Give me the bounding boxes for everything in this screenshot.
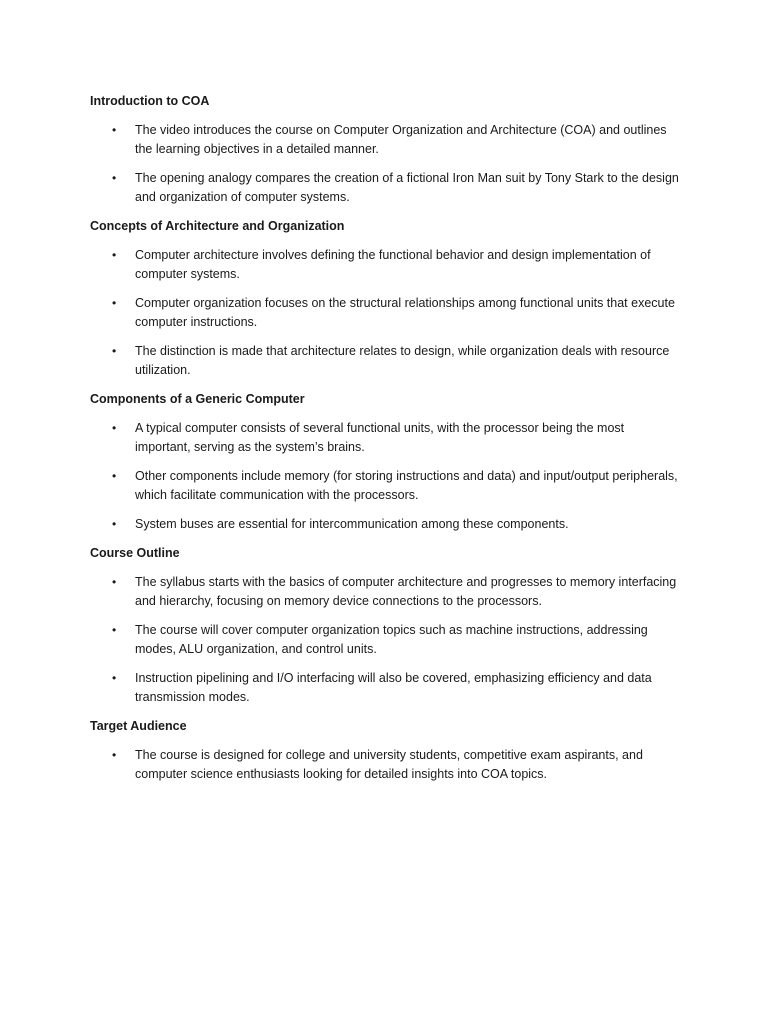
bullet-icon: • [112,469,117,483]
bullet-text: A typical computer consists of several functional units, with the processor being the most important, serving as the system’s brains. [135,421,625,454]
section-heading: Components of a Generic Computer [90,392,305,406]
bullet-item [90,621,680,659]
bullet-text: The course is designed for college and university students, competitive exam aspirants, and computer science enthusiasts looking for detailed insights into COA topics. [135,748,643,781]
bullet-text: Computer architecture involves defining the functional behavior and design implementation of computer systems. [135,248,651,281]
section-heading: Concepts of Architecture and Organization [90,219,345,233]
bullet-icon: • [112,517,117,531]
section-heading: Introduction to COA [90,94,210,108]
bullet-list [90,419,680,534]
bullet-text: The video introduces the course on Computer Organization and Architecture (COA) and outlines the learning objectives in a detailed manner. [135,123,667,156]
section-course-outline [90,544,680,707]
document-content [90,92,680,794]
bullet-item [90,573,680,611]
section-concepts [90,217,680,380]
bullet-item [90,246,680,284]
bullet-item [90,419,680,457]
bullet-icon: • [112,296,117,310]
section-components [90,390,680,534]
bullet-text: Instruction pipelining and I/O interfacing will also be covered, emphasizing efficiency and data transmission modes. [135,671,652,704]
bullet-text: The course will cover computer organization topics such as machine instructions, addressing modes, ALU organization, and control units. [135,623,648,656]
bullet-icon: • [112,575,117,589]
bullet-item [90,746,680,784]
bullet-list [90,246,680,380]
bullet-item [90,515,680,534]
bullet-text: The syllabus starts with the basics of computer architecture and progresses to memory interfacing and hierarchy, focusing on memory device connections to the processors. [135,575,677,608]
section-introduction [90,92,680,207]
bullet-icon: • [112,748,117,762]
bullet-icon: • [112,344,117,358]
bullet-icon: • [112,248,117,262]
bullet-item [90,467,680,505]
bullet-icon: • [112,671,117,685]
bullet-text: The opening analogy compares the creation of a fictional Iron Man suit by Tony Stark to the design and organization of computer systems. [135,171,679,204]
bullet-text: Computer organization focuses on the structural relationships among functional units that execute computer instructions. [135,296,675,329]
bullet-icon: • [112,171,117,185]
section-target-audience [90,717,680,784]
bullet-icon: • [112,421,117,435]
bullet-text: The distinction is made that architecture relates to design, while organization deals with resource utilization. [135,344,670,377]
section-heading: Target Audience [90,719,187,733]
bullet-item [90,669,680,707]
bullet-list [90,121,680,207]
bullet-text: Other components include memory (for storing instructions and data) and input/output peripherals, which facilitate communication with the processors. [135,469,678,502]
section-heading: Course Outline [90,546,180,560]
bullet-item [90,169,680,207]
bullet-icon: • [112,623,117,637]
bullet-item [90,121,680,159]
bullet-item [90,342,680,380]
bullet-item [90,294,680,332]
bullet-list [90,573,680,707]
bullet-icon: • [112,123,117,137]
bullet-list [90,746,680,784]
bullet-text: System buses are essential for intercommunication among these components. [135,517,569,531]
